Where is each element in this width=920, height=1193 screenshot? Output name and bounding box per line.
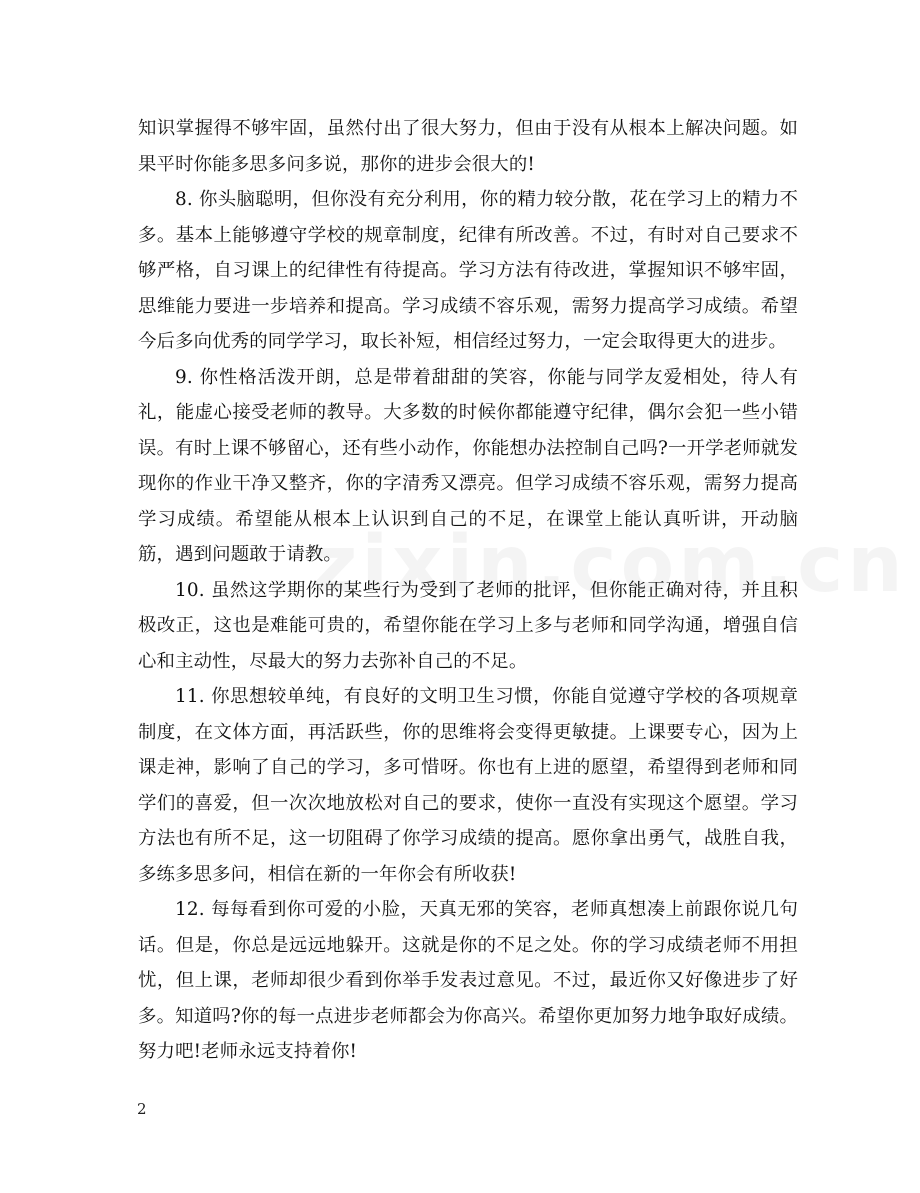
paragraph-item-8: 8. 你头脑聪明，但你没有充分利用，你的精力较分散，花在学习上的精力不多。基本上能够遵守学校的规章制度，纪律有所改善。不过，有时对自己要求不够严格，自习课上的纪律性有待提高。学习方法有待改进，掌握知识不够牢固，思维能力要进一步培养和提高。学习成绩不容乐观，需努力提高学习成绩。希望今后多向优秀的同学学习，取长补短，相信经过努力，一定会取得更大的进步。 — [138, 189, 798, 352]
paragraph-item-12: 12. 每每看到你可爱的小脸，天真无邪的笑容，老师真想凑上前跟你说几句话。但是，你总是远远地躲开。这就是你的不足之处。你的学习成绩老师不用担忧，但上课，老师却很少看到你举手发表过意见。不过，最近你又好像进步了好多。知道吗?你的每一点进步老师都会为你高兴。希望你更加努力地争取好成绩。努力吧!老师永远支持着你! — [138, 899, 798, 1062]
document-body — [138, 111, 798, 1070]
paragraph-item-10: 10. 虽然这学期你的某些行为受到了老师的批评，但你能正确对待，并且积极改正，这也是难能可贵的，希望你能在学习上多与老师和同学沟通，增强自信心和主动性，尽最大的努力去弥补自己的不足。 — [138, 579, 798, 672]
paragraph-continuation: 知识掌握得不够牢固，虽然付出了很大努力，但由于没有从根本上解决问题。如果平时你能多思多问多说，那你的进步会很大的! — [138, 118, 798, 175]
paragraph-item-11: 11. 你思想较单纯，有良好的文明卫生习惯，你能自觉遵守学校的各项规章制度，在文体方面，再活跃些，你的思维将会变得更敏捷。上课要专心，因为上课走神，影响了自己的学习，多可惜呀。你也有上进的愿望，希望得到老师和同学们的喜爱，但一次次地放松对自己的要求，使你一直没有实现这个愿望。学习方法也有所不足，这一切阻碍了你学习成绩的提高。愿你拿出勇气，战胜自我，多练多思多问，相信在新的一年你会有所收获! — [138, 686, 798, 885]
page-number: 2 — [137, 1100, 147, 1118]
paragraph-item-9: 9. 你性格活泼开朗，总是带着甜甜的笑容，你能与同学友爱相处，待人有礼，能虚心接受老师的教导。大多数的时候你都能遵守纪律，偶尔会犯一些小错误。有时上课不够留心，还有些小动作，你能想办法控制自己吗?一开学老师就发现你的作业干净又整齐，你的字清秀又漂亮。但学习成绩不容乐观，需努力提高学习成绩。希望能从根本上认识到自己的不足，在课堂上能认真听讲，开动脑筋，遇到问题敢于请教。 — [138, 366, 798, 565]
